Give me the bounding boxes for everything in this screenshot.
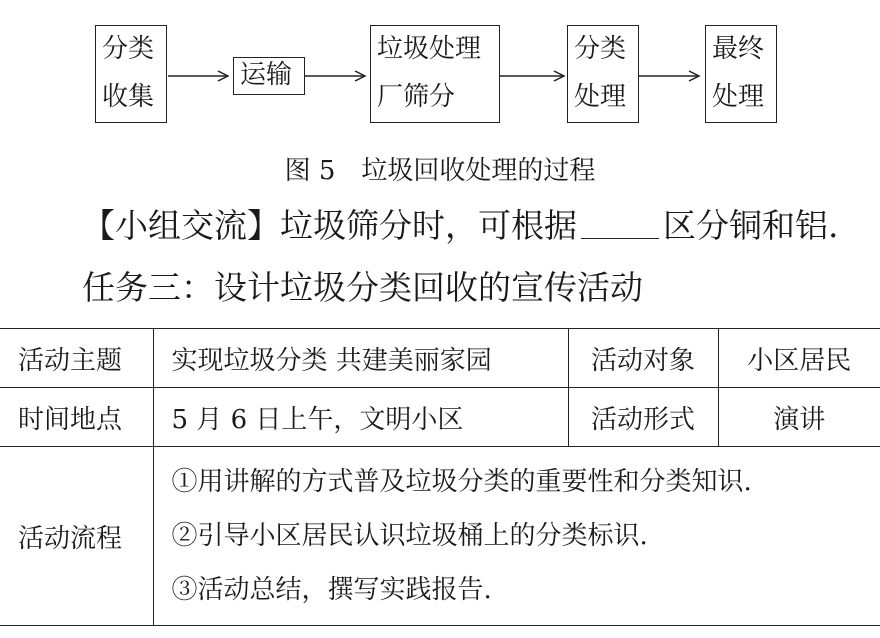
arrow-1: [168, 69, 234, 83]
label-time-place: 时间地点: [0, 388, 153, 447]
label-audience: 活动对象: [568, 329, 718, 388]
box-line: 处理: [574, 82, 627, 112]
value-theme: 实现垃圾分类 共建美丽家园: [153, 329, 568, 388]
flow-box-transport: [233, 57, 305, 95]
box-line: 运输: [240, 60, 293, 90]
discussion-label: 【小组交流】: [82, 206, 280, 245]
discussion-text-before: 垃圾筛分时，可根据: [280, 206, 577, 245]
table-row: [0, 388, 880, 447]
box-line: 分类: [574, 34, 627, 64]
box-line: 收集: [102, 82, 155, 112]
box-line: 分类: [102, 34, 155, 64]
flow-box-final-processing: [705, 25, 777, 123]
arrow-4: [639, 69, 705, 83]
group-discussion: [82, 200, 839, 247]
process-step-1: ①用讲解的方式普及垃圾分类的重要性和分类知识.: [171, 467, 752, 497]
process-step-3: ③活动总结，撰写实践报告.: [171, 575, 492, 605]
box-line: 最终: [712, 34, 765, 64]
process-step-2: ②引导小区居民认识垃圾桶上的分类标识.: [171, 521, 648, 551]
activity-table: [0, 328, 880, 626]
box-line: 垃圾处理: [377, 34, 482, 64]
value-audience: 小区居民: [718, 329, 880, 388]
flow-box-plant-screening: [370, 25, 500, 123]
task-heading: 任务三：设计垃圾分类回收的宣传活动: [82, 268, 643, 307]
label-theme: 活动主题: [0, 329, 153, 388]
box-line: 厂筛分: [377, 82, 456, 112]
table-row: [0, 447, 880, 626]
flow-box-sorted-collection: [95, 25, 167, 123]
value-format: 演讲: [718, 388, 880, 447]
label-process: 活动流程: [0, 447, 153, 626]
label-format: 活动形式: [568, 388, 718, 447]
arrow-2: [305, 69, 371, 83]
process-steps: [153, 447, 880, 626]
arrow-3: [500, 69, 570, 83]
flow-box-sorted-processing: [567, 25, 639, 123]
discussion-text-after: 区分铜和铝.: [663, 206, 839, 245]
value-time-place: 5 月 6 日上午，文明小区: [153, 388, 568, 447]
answer-blank[interactable]: [581, 237, 659, 239]
table-row: [0, 329, 880, 388]
box-line: 处理: [712, 82, 765, 112]
figure-caption: 图 5 垃圾回收处理的过程: [284, 156, 596, 186]
